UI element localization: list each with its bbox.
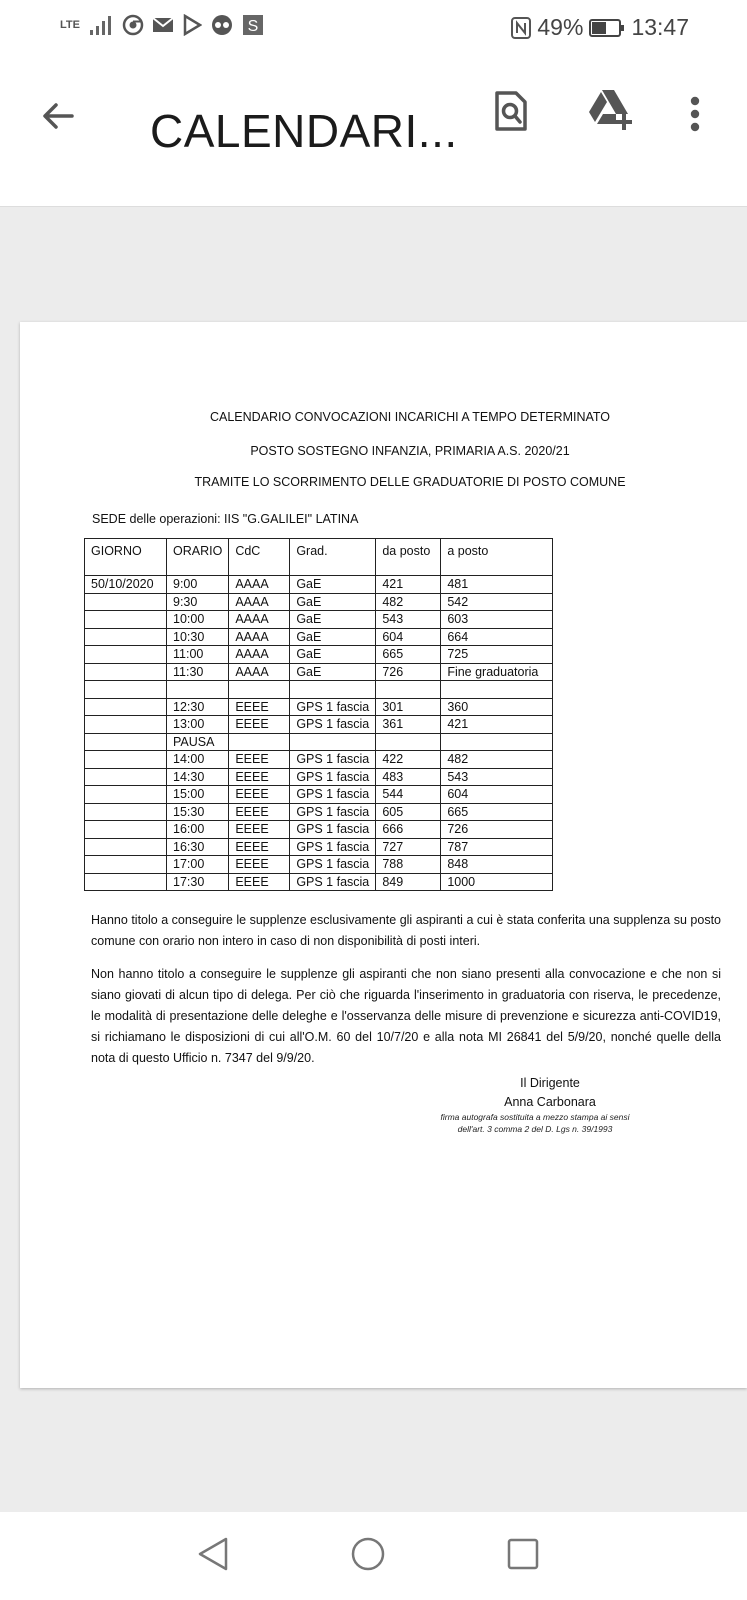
cell-cdc: EEEE [229, 838, 290, 856]
cell-cdc: EEEE [229, 768, 290, 786]
cell-a-posto: 787 [441, 838, 553, 856]
cell-da-posto: 726 [376, 663, 441, 681]
cell-cdc: AAAA [229, 611, 290, 629]
cell-giorno [85, 838, 167, 856]
cell-grad: GaE [290, 628, 376, 646]
table-row [85, 838, 553, 856]
header-da-posto: da posto [376, 539, 441, 576]
cell-cdc: AAAA [229, 593, 290, 611]
cell-a-posto: 604 [441, 786, 553, 804]
mail-icon [152, 16, 174, 34]
cell-giorno: 50/10/2020 [85, 576, 167, 594]
cell-a-posto: 726 [441, 821, 553, 839]
cell-a-posto: 543 [441, 768, 553, 786]
document-viewer[interactable] [0, 206, 747, 1513]
app-bar [0, 58, 747, 206]
cell-grad: GPS 1 fascia [290, 856, 376, 874]
cell-da-posto: 604 [376, 628, 441, 646]
cell-a-posto: 421 [441, 716, 553, 734]
table-header-row [85, 539, 553, 576]
back-triangle-icon[interactable] [196, 1536, 230, 1572]
cell-cdc [229, 733, 290, 751]
cell-orario: 16:00 [167, 821, 229, 839]
cell-a-posto: 665 [441, 803, 553, 821]
cell-giorno [85, 786, 167, 804]
cell-grad: GPS 1 fascia [290, 751, 376, 769]
cell-cdc: EEEE [229, 856, 290, 874]
cell-grad: GPS 1 fascia [290, 873, 376, 891]
find-in-document-icon[interactable] [494, 90, 528, 132]
cell-cdc: AAAA [229, 628, 290, 646]
cell-grad: GaE [290, 646, 376, 664]
cell-giorno [85, 821, 167, 839]
cell-da-posto [376, 681, 441, 699]
status-bar [0, 0, 747, 58]
cell-cdc: AAAA [229, 663, 290, 681]
cell-a-posto: 664 [441, 628, 553, 646]
signature-note-line-2: dell'art. 3 comma 2 del D. Lgs n. 39/1993 [457, 1124, 613, 1134]
cell-cdc: EEEE [229, 698, 290, 716]
table-row [85, 646, 553, 664]
cell-giorno [85, 663, 167, 681]
cell-da-posto: 482 [376, 593, 441, 611]
cell-orario: 17:00 [167, 856, 229, 874]
battery-icon [589, 18, 625, 38]
cell-grad: GPS 1 fascia [290, 838, 376, 856]
cell-orario: 14:00 [167, 751, 229, 769]
cell-grad: GPS 1 fascia [290, 803, 376, 821]
cell-da-posto: 422 [376, 751, 441, 769]
cell-giorno [85, 751, 167, 769]
cell-a-posto [441, 681, 553, 699]
cell-orario: 11:00 [167, 646, 229, 664]
sede-line: SEDE delle operazioni: IIS "G.GALILEI" LATINA [92, 512, 359, 526]
cell-da-posto: 543 [376, 611, 441, 629]
network-label: LTE [60, 18, 80, 31]
cell-orario: 14:30 [167, 768, 229, 786]
battery-percent: 49% [537, 14, 584, 40]
header-orario: ORARIO [167, 539, 229, 576]
header-a-posto: a posto [441, 539, 553, 576]
table-row [85, 751, 553, 769]
table-row [85, 611, 553, 629]
table-row [85, 856, 553, 874]
table-row [85, 681, 553, 699]
cell-da-posto: 421 [376, 576, 441, 594]
cell-giorno [85, 733, 167, 751]
cell-giorno [85, 628, 167, 646]
cell-da-posto: 849 [376, 873, 441, 891]
cell-da-posto: 544 [376, 786, 441, 804]
cell-cdc: EEEE [229, 751, 290, 769]
table-row [85, 786, 553, 804]
cell-orario: 10:30 [167, 628, 229, 646]
cell-giorno [85, 716, 167, 734]
cell-a-posto [441, 733, 553, 751]
cell-a-posto: 1000 [441, 873, 553, 891]
cell-orario: 15:30 [167, 803, 229, 821]
cell-da-posto: 483 [376, 768, 441, 786]
cell-giorno [85, 611, 167, 629]
cell-orario: 11:30 [167, 663, 229, 681]
cell-a-posto: 481 [441, 576, 553, 594]
cell-orario: 15:00 [167, 786, 229, 804]
tripadvisor-icon [210, 14, 234, 36]
cell-cdc: EEEE [229, 716, 290, 734]
cell-orario: 13:00 [167, 716, 229, 734]
table-row [85, 716, 553, 734]
header-grad: Grad. [290, 539, 376, 576]
cell-grad: GPS 1 fascia [290, 821, 376, 839]
header-cdc: CdC [229, 539, 290, 576]
more-options-icon[interactable] [688, 96, 702, 132]
signal-icon [88, 14, 114, 36]
cell-da-posto: 666 [376, 821, 441, 839]
cell-grad: GaE [290, 611, 376, 629]
status-left [60, 14, 264, 36]
cell-a-posto: 542 [441, 593, 553, 611]
table-row [85, 873, 553, 891]
cell-orario: 12:30 [167, 698, 229, 716]
cell-cdc: AAAA [229, 646, 290, 664]
cell-giorno [85, 593, 167, 611]
cell-grad: GPS 1 fascia [290, 768, 376, 786]
cell-a-posto: 360 [441, 698, 553, 716]
cell-orario: 10:00 [167, 611, 229, 629]
cell-cdc: AAAA [229, 576, 290, 594]
status-right [511, 14, 689, 41]
cell-orario [167, 681, 229, 699]
cell-da-posto: 605 [376, 803, 441, 821]
table-row [85, 733, 553, 751]
table-row [85, 768, 553, 786]
cell-giorno [85, 681, 167, 699]
cell-orario: 17:30 [167, 873, 229, 891]
cell-giorno [85, 873, 167, 891]
cell-giorno [85, 856, 167, 874]
cell-giorno [85, 646, 167, 664]
paragraph-rules: Non hanno titolo a conseguire le supplenze gli aspiranti che non siano presenti alla convocazione e che non si siano giovati di alcun tipo di delega. Per ciò che riguarda l'inserimento in graduatoria con riserva, le precedenze, le modalità di presentazione delle deleghe e l'osservanza delle misure di prevenzione e sicurezza anti-COVID19, si richiamano le disposizioni di cui all'O.M. 60 del 10/7/20 e alla nota MI 26841 del 5/9/20, nonché quelle della nota di questo Ufficio n. 7347 del 9/9/20. [91, 967, 721, 1065]
cell-orario: 9:00 [167, 576, 229, 594]
cell-da-posto: 301 [376, 698, 441, 716]
svg-text:S: S [247, 18, 259, 35]
cell-orario: 9:30 [167, 593, 229, 611]
add-to-drive-icon[interactable] [588, 88, 636, 132]
cell-a-posto: 482 [441, 751, 553, 769]
cell-grad: GPS 1 fascia [290, 716, 376, 734]
home-circle-icon[interactable] [350, 1536, 386, 1572]
table-row [85, 698, 553, 716]
chrome-icon [122, 14, 144, 36]
cell-grad: GaE [290, 663, 376, 681]
cell-a-posto: 725 [441, 646, 553, 664]
table-row [85, 628, 553, 646]
system-nav-bar [0, 1512, 747, 1600]
cell-a-posto: 848 [441, 856, 553, 874]
cell-giorno [85, 698, 167, 716]
cell-a-posto: Fine graduatoria [441, 663, 553, 681]
cell-grad [290, 733, 376, 751]
schedule-table [84, 538, 553, 891]
back-arrow-icon[interactable] [38, 96, 78, 136]
cell-orario: 16:30 [167, 838, 229, 856]
cell-cdc [229, 681, 290, 699]
cell-da-posto: 727 [376, 838, 441, 856]
cell-cdc: EEEE [229, 803, 290, 821]
s-app-icon [242, 14, 264, 36]
document-page [20, 322, 747, 1388]
signature-note-line-1: firma autografa sostituita a mezzo stampa ai sensi [440, 1112, 630, 1122]
cell-grad [290, 681, 376, 699]
cell-grad: GPS 1 fascia [290, 698, 376, 716]
cell-da-posto [376, 733, 441, 751]
recents-square-icon[interactable] [506, 1537, 540, 1571]
cell-orario: PAUSA [167, 733, 229, 751]
table-row [85, 593, 553, 611]
cell-da-posto: 788 [376, 856, 441, 874]
doc-heading-3: TRAMITE LO SCORRIMENTO DELLE GRADUATORIE DI POSTO COMUNE [194, 475, 626, 489]
doc-heading-2: POSTO SOSTEGNO INFANZIA, PRIMARIA A.S. 2020/21 [250, 444, 570, 458]
table-row [85, 821, 553, 839]
cell-giorno [85, 803, 167, 821]
cell-da-posto: 665 [376, 646, 441, 664]
doc-heading-1: CALENDARIO CONVOCAZIONI INCARICHI A TEMPO DETERMINATO [209, 410, 611, 424]
cell-grad: GaE [290, 576, 376, 594]
cell-cdc: EEEE [229, 786, 290, 804]
clock: 13:47 [631, 14, 689, 40]
play-icon [182, 14, 202, 36]
cell-da-posto: 361 [376, 716, 441, 734]
cell-grad: GaE [290, 593, 376, 611]
nfc-icon [511, 17, 531, 39]
document-title: CALENDARI... [150, 105, 458, 157]
cell-giorno [85, 768, 167, 786]
header-giorno: GIORNO [85, 539, 167, 576]
signature-name: Anna Carbonara [504, 1095, 596, 1109]
paragraph-eligibility: Hanno titolo a conseguire le supplenze esclusivamente gli aspiranti a cui è stata conferita una supplenza su posto comune con orario non intero in caso di non disponibilità di posti interi. [91, 913, 721, 948]
table-row [85, 663, 553, 681]
signature-role: Il Dirigente [520, 1076, 580, 1090]
table-row [85, 803, 553, 821]
cell-cdc: EEEE [229, 821, 290, 839]
cell-cdc: EEEE [229, 873, 290, 891]
cell-grad: GPS 1 fascia [290, 786, 376, 804]
table-row [85, 576, 553, 594]
cell-a-posto: 603 [441, 611, 553, 629]
